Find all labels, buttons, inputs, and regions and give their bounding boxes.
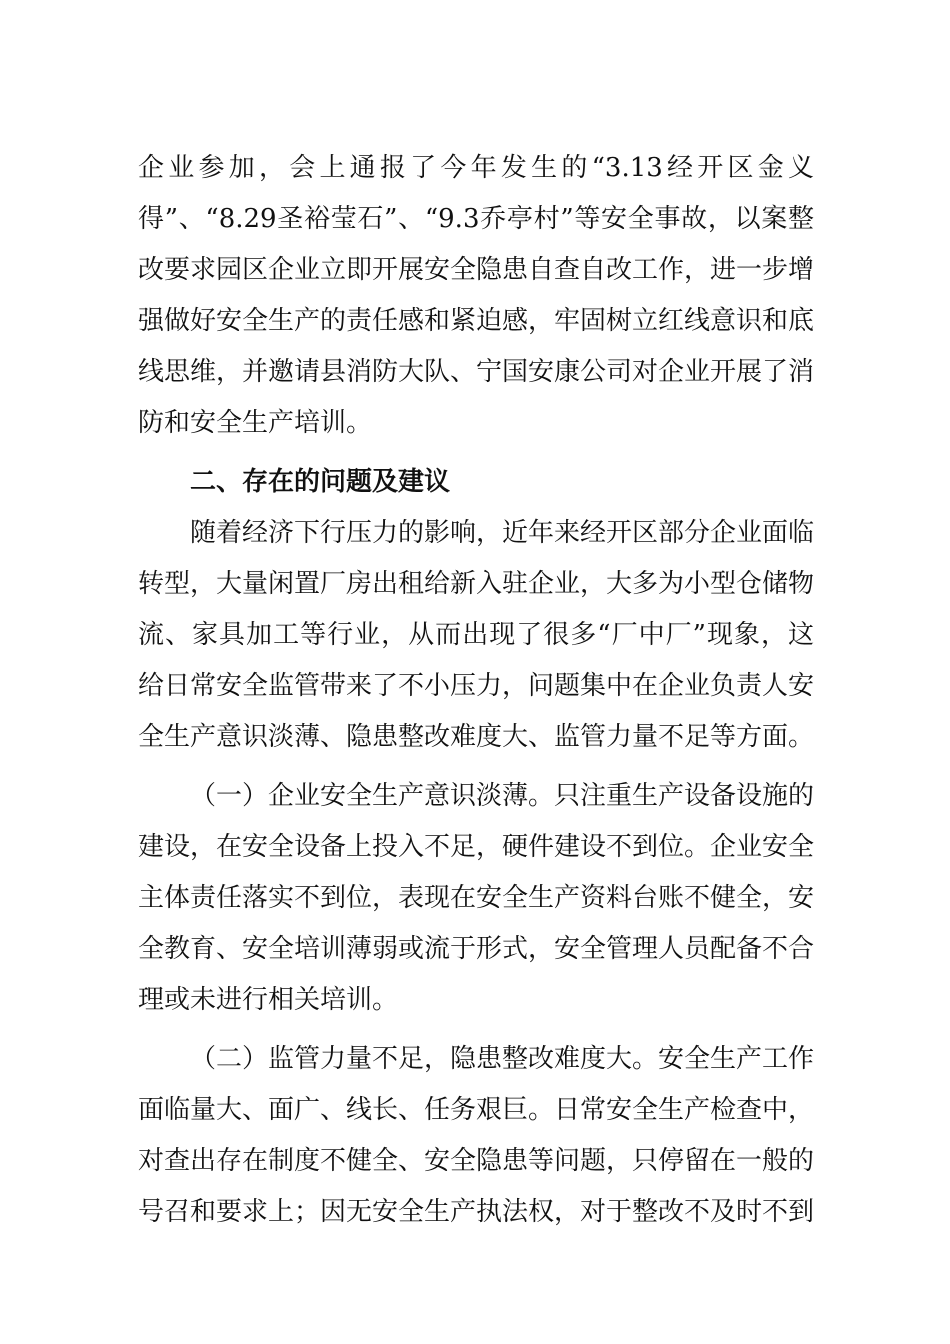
paragraph-subsection-2: （二）监管力量不足，隐患整改难度大。安全生产工作面临量大、面广、线长、任务艰巨。日常安全生产检查中，对查出存在制度不健全、安全隐患等问题，只停留在一般的号召和要求上；因无安全生产执法权，对于整改不及时不到	[138, 1044, 815, 1227]
section-heading: 二、存在的问题及建议	[190, 467, 451, 497]
document-body	[138, 143, 814, 1238]
paragraph: 随着经济下行压力的影响，近年来经开区部分企业面临转型，大量闲置厂房出租给新入驻企业，大多为小型仓储物流、家具加工等行业，从而出现了很多“厂中厂”现象，这给日常安全监管带来了不小压力，问题集中在企业负责人安全生产意识淡薄、隐患整改难度大、监管力量不足等方面。	[138, 518, 815, 752]
paragraph-subsection-1: （一）企业安全生产意识淡薄。只注重生产设备设施的建设，在安全设备上投入不足，硬件建设不到位。企业安全主体责任落实不到位，表现在安全生产资料台账不健全，安全教育、安全培训薄弱或流于形式，安全管理人员配备不合理或未进行相关培训。	[138, 781, 815, 1015]
paragraph-continued: 企业参加，会上通报了今年发生的“3.13经开区金义得”、“8.29圣裕莹石”、“9.3乔亭村”等安全事故，以案整改要求园区企业立即开展安全隐患自查自改工作，进一步增强做好安全生产的责任感和紧迫感，牢固树立红线意识和底线思维，并邀请县消防大队、宁国安康公司对企业开展了消防和安全生产培训。	[138, 153, 815, 438]
